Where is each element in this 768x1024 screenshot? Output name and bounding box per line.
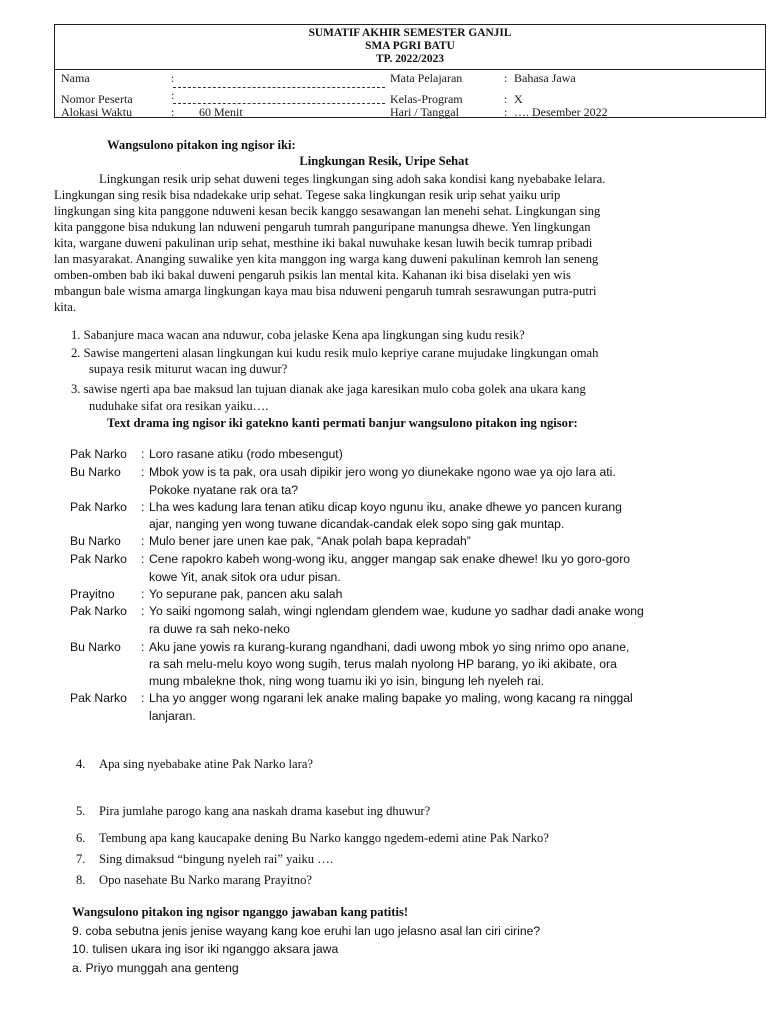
dialogue-line: Yo saiki ngomong salah, wingi nglendam glendem wae, kudune yo sadhar dadi anake wong [149, 604, 644, 618]
speaker-name: Bu Narko [70, 465, 121, 479]
hari-tanggal-value: …. Desember 2022 [514, 105, 608, 119]
question-2: 2. Sawise mangerteni alasan lingkungan kui kudu resik mulo kepriye carane mujudake lingkungan omah [71, 346, 599, 360]
speaker-name: Pak Narko [70, 691, 127, 705]
speaker-name: Pak Narko [70, 552, 127, 566]
speaker-colon: : [141, 587, 145, 601]
speaker-colon: : [141, 534, 145, 548]
speaker-name: Bu Narko [70, 534, 121, 548]
section3-instruction: Wangsulono pitakon ing ngisor nganggo jawaban kang patitis! [72, 905, 409, 919]
field-colon: : [171, 71, 175, 85]
alokasi-waktu-value: 60 Menit [199, 105, 243, 119]
speaker-colon: : [141, 447, 145, 461]
question-7: Sing dimaksud “bingung nyeleh rai” yaiku …. [99, 852, 333, 866]
dialogue-line: Loro rasane atiku (rodo mbesengut) [149, 447, 343, 461]
passage-line: lingkungan sing kita panggone nduweni kesan becik kanggo sesawangan lan menehi sehat. Lingkungan sing [54, 204, 601, 218]
field-label-mata-pelajaran: Mata Pelajaran [390, 71, 463, 85]
field-label-nama: Nama [61, 71, 90, 85]
passage-line: kita panggone bisa ndukung lan nduweni pengaruh tumrah panguripane manungsa dhewe. Yen lingkungan [54, 220, 591, 234]
section2-instruction: Text drama ing ngisor iki gatekno kanti permati banjur wangsulono pitakon ing ngisor: [107, 416, 578, 430]
dialogue-line: kowe Yit, anak sitok ora udur pisan. [149, 570, 341, 584]
dialogue-line: mung mbalekne thok, ning wong tuamu iki yo isin, bingung leh nyeleh rai. [149, 674, 544, 688]
question-8: Opo nasehate Bu Narko marang Prayitno? [99, 873, 312, 887]
dialogue-line: Yo sepurane pak, pancen aku salah [149, 587, 343, 601]
field-label-nomor-peserta: Nomor Peserta [61, 92, 133, 106]
speaker-colon: : [141, 604, 145, 618]
dialogue-line: ajar, nanging yen wong tuwane dicandak-candak elek sopo sing gak muntap. [149, 517, 565, 531]
reading-title: Lingkungan Resik, Uripe Sehat [299, 154, 469, 168]
section1-instruction: Wangsulono pitakon ing ngisor iki: [107, 138, 296, 152]
passage-line: lan masyarakat. Ananging suwalike yen kita manggon ing warga kang duweni pakulinan kemroh lan seneng [54, 252, 599, 266]
question-1: 1. Sabanjure maca wacan ana nduwur, coba jelaske Kena apa lingkungan sing kudu resik? [71, 328, 525, 342]
speaker-colon: : [141, 640, 145, 654]
dialogue-line: ra sah melu-melu koyo wong sugih, terus malah nyolong HP barang, yo iki akibate, ora [149, 657, 617, 671]
field-label-kelas-program: Kelas-Program [390, 92, 463, 106]
mata-pelajaran-value: Bahasa Jawa [514, 71, 576, 85]
header-divider [55, 69, 765, 70]
speaker-colon: : [141, 500, 145, 514]
speaker-colon: : [141, 465, 145, 479]
field-label-hari-tanggal: Hari / Tanggal [390, 105, 459, 119]
dialogue-line: Cene rapokro kabeh wong-wong iku, angger mangap sak enake dhewe! Iku yo goro-goro [149, 552, 631, 566]
question-3: 3. sawise ngerti apa bae maksud lan tujuan dianak ake jaga karesikan mulo coba golek ana ukara kang [71, 382, 586, 396]
question-number: 7. [76, 852, 86, 866]
field-colon: : [504, 92, 508, 106]
dialogue-line: Lha wes kadung lara tenan atiku dicap koyo ngunu iku, anake dhewe yo pancen kurang [149, 500, 622, 514]
field-colon: : [504, 105, 508, 119]
kelas-program-value: X [514, 92, 523, 106]
question-3-cont: nuduhake sifat ora resikan yaiku…. [89, 399, 269, 413]
exam-title: SUMATIF AKHIR SEMESTER GANJIL [308, 27, 512, 39]
dialogue-line: lanjaran. [149, 709, 196, 723]
question-9: 9. coba sebutna jenis jenise wayang kang koe eruhi lan ugo jelasno asal lan ciri cirine? [72, 924, 541, 938]
passage-line: kita, wargane duweni pakulinan urip sehat, mesthine iki bakal nuwuhake kesan luwih becik tumrap pribadi [54, 236, 593, 250]
dialogue-line: Pokoke nyatane rak ora ta? [149, 483, 299, 497]
field-colon: : [171, 105, 175, 119]
passage-line: omben-omben bab iki bakal duweni pengaruh psikis lan mental kita. Kahanan iki bisa diselaki yen wis [54, 268, 571, 282]
dialogue-line: ra duwe ra sah neko-neko [149, 622, 290, 636]
nama-answer-line[interactable] [173, 87, 385, 88]
question-5: Pira jumlahe parogo kang ana naskah drama kasebut ing dhuwur? [99, 804, 431, 818]
dialogue-line: Mulo bener jare unen kae pak, “Anak polah bapa kepradah” [149, 534, 471, 548]
speaker-colon: : [141, 552, 145, 566]
school-year: TP. 2022/2023 [376, 53, 444, 65]
nomor-peserta-answer-line[interactable] [173, 103, 385, 104]
question-number: 6. [76, 831, 86, 845]
question-6: Tembung apa kang kaucapake dening Bu Narko kanggo ngedem-edemi atine Pak Narko? [99, 831, 549, 845]
question-10a: a. Priyo munggah ana genteng [72, 961, 239, 975]
question-number: 5. [76, 804, 86, 818]
dialogue-line: Lha yo angger wong ngarani lek anake maling bapake yo maling, wong kacang ra ninggal [149, 691, 633, 705]
question-4: Apa sing nyebabake atine Pak Narko lara? [99, 757, 314, 771]
question-2-cont: supaya resik miturut wacan ing duwur? [89, 362, 288, 376]
passage-line: kita. [54, 300, 77, 314]
field-colon: : [171, 88, 175, 102]
question-10: 10. tulisen ukara ing isor iki nganggo aksara jawa [72, 942, 339, 956]
field-label-alokasi-waktu: Alokasi Waktu [61, 105, 133, 119]
passage-line: Lingkungan sing resik bisa ndadekake urip sehat. Tegese saka lingkungan resik urip sehat yaiku urip [54, 188, 561, 202]
question-number: 4. [76, 757, 86, 771]
field-colon: : [504, 71, 508, 85]
passage-line: mbangun bale wisma amarga lingkungan kaya mau bisa nduweni pengaruh tumrah sesrawungan putra-putri [54, 284, 597, 298]
school-name: SMA PGRI BATU [365, 40, 455, 52]
speaker-name: Bu Narko [70, 640, 121, 654]
dialogue-line: Aku jane yowis ra kurang-kurang ngandhani, dadi uwong mbok yo sing nrimo opo anane, [149, 640, 630, 654]
question-number: 8. [76, 873, 86, 887]
speaker-name: Prayitno [70, 587, 115, 601]
exam-header [54, 24, 766, 118]
dialogue-line: Mbok yow is ta pak, ora usah dipikir jero wong yo diunekake ngono wae ya ojo lara ati. [149, 465, 616, 479]
speaker-colon: : [141, 691, 145, 705]
speaker-name: Pak Narko [70, 447, 127, 461]
speaker-name: Pak Narko [70, 500, 127, 514]
passage-line: Lingkungan resik urip sehat duweni teges lingkungan sing adoh saka kondisi kang nyebabake lelara. [99, 172, 606, 186]
speaker-name: Pak Narko [70, 604, 127, 618]
